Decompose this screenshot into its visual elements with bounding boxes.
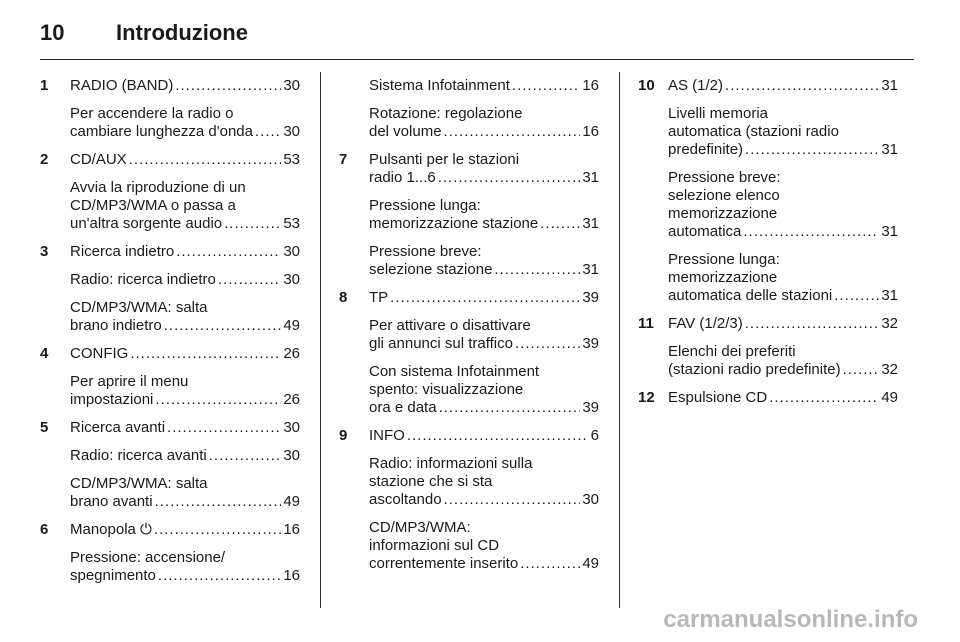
entry-body [369,197,599,233]
entry-line [70,215,300,233]
entry-body [668,343,898,379]
entry-text: memorizzazione [668,269,778,286]
entry-page-link[interactable]: 16 [582,123,599,140]
entry-body [668,77,898,95]
entry-text: RADIO (BAND) [70,77,174,94]
entry-line [70,123,300,141]
entry-page-link[interactable]: 49 [881,389,898,406]
entry-line [70,373,300,391]
index-entry [339,427,599,445]
dot-leader [175,77,281,95]
entry-number [638,169,668,241]
entry-number [638,251,668,305]
entry-number [638,105,668,159]
entry-line [668,141,898,159]
entry-body [369,289,599,307]
entry-body [668,105,898,159]
index-entry [339,519,599,573]
entry-text: del volume [369,123,442,140]
entry-page-link[interactable]: 31 [881,223,898,240]
dot-leader [164,317,282,335]
entry-line [70,567,300,585]
entry-line [369,555,599,573]
entry-text: (stazioni radio predefinite) [668,361,841,378]
entry-line [668,205,898,223]
entry-page-link[interactable]: 6 [590,427,599,444]
entry-number [339,519,369,573]
entry-text: correntemente inserito [369,555,519,572]
dot-leader [167,419,281,437]
dot-leader [224,215,281,233]
page-number: 10 [40,20,65,45]
entry-page-link[interactable]: 31 [582,215,599,232]
index-entry [40,345,300,363]
column-divider [619,72,620,608]
entry-number: 4 [40,345,49,362]
entry-text: informazioni sul CD [369,537,500,554]
index-entry [638,251,898,305]
index-entry [638,77,898,95]
entry-number: 3 [40,243,49,260]
entry-text: Elenchi dei preferiti [668,343,796,360]
entry-line [369,473,599,491]
index-entry [638,315,898,333]
entry-line [369,289,599,307]
entry-text: TP [369,289,389,306]
entry-text: Rotazione: regolazione [369,105,523,122]
dot-leader [745,141,879,159]
dot-leader [843,361,880,379]
index-entry [40,151,300,169]
entry-body [369,363,599,417]
entry-body [70,373,300,409]
entry-body [668,251,898,305]
entry-line [70,521,300,539]
entry-text: stazione che si sta [369,473,493,490]
entry-text: spegnimento [70,567,156,584]
entry-page-link[interactable]: 26 [283,345,300,362]
dot-leader [444,123,581,141]
dot-leader [745,315,880,333]
watermark: carmanualsonline.info [663,606,918,633]
entry-line [668,361,898,379]
dot-leader [540,215,580,233]
entry-number: 10 [638,77,655,94]
entry-number [40,271,70,289]
dot-leader [129,151,282,169]
entry-line [369,317,599,335]
entry-page-link[interactable]: 30 [283,123,300,140]
entry-text: FAV (1/2/3) [668,315,743,332]
entry-text: Pressione breve: [668,169,781,186]
index-entry [40,549,300,585]
dot-leader [158,567,281,585]
entry-text: INFO [369,427,405,444]
index-column-2 [339,77,599,583]
entry-page-link[interactable]: 26 [283,391,300,408]
entry-text: CONFIG [70,345,129,362]
entry-text: Per aprire il menu [70,373,189,390]
dot-leader [439,399,581,417]
entry-page-link[interactable]: 30 [283,271,300,288]
dot-leader [130,345,281,363]
entry-page-link[interactable]: 32 [881,361,898,378]
entry-text: ascoltando [369,491,442,508]
index-entry [40,77,300,95]
entry-body [369,455,599,509]
entry-line [369,169,599,187]
entry-line [369,151,599,169]
entry-text: CD/AUX [70,151,127,168]
entry-body [668,169,898,241]
entry-text: Manopola ⏻ [70,521,152,538]
entry-body [369,105,599,141]
dot-leader [218,271,281,289]
entry-line [70,447,300,465]
dot-leader [255,123,281,141]
index-entry [339,317,599,353]
entry-page-link[interactable]: 53 [283,215,300,232]
index-column-3 [638,77,898,417]
dot-leader [769,389,879,407]
entry-page-link[interactable]: 16 [582,77,599,94]
dot-leader [155,391,281,409]
entry-text: impostazioni [70,391,154,408]
entry-line [668,123,898,141]
entry-body [369,243,599,279]
entry-number [339,243,369,279]
entry-line [668,315,898,333]
index-entry [40,105,300,141]
entry-page-link[interactable]: 32 [881,315,898,332]
entry-text: Livelli memoria [668,105,769,122]
page-header [40,18,248,48]
entry-number [40,299,70,335]
entry-text: Per accendere la radio o [70,105,234,122]
entry-line [369,77,599,95]
entry-text: Pulsanti per le stazioni [369,151,520,168]
entry-body [70,299,300,335]
entry-number [339,317,369,353]
entry-line [369,105,599,123]
entry-text: Ricerca avanti [70,419,166,436]
index-entry [40,419,300,437]
entry-line [668,169,898,187]
entry-line [70,493,300,511]
index-entry [638,169,898,241]
entry-text: Pressione: accensione/ [70,549,226,566]
entry-line [369,537,599,555]
entry-text: CD/MP3/WMA: salta [70,475,208,492]
entry-line [668,389,898,407]
entry-line [369,335,599,353]
entry-line [70,345,300,363]
entry-line [70,197,300,215]
entry-page-link[interactable]: 39 [582,289,599,306]
header-rule [40,59,914,60]
entry-text: automatica delle stazioni [668,287,833,304]
entry-number [40,549,70,585]
dot-leader [834,287,879,305]
entry-body [70,345,300,363]
entry-body [70,179,300,233]
entry-body [70,447,300,465]
entry-line [70,391,300,409]
entry-text: CD/MP3/WMA o passa a [70,197,236,214]
entry-page-link[interactable]: 16 [283,521,300,538]
dot-leader [520,555,580,573]
entry-body [369,427,599,445]
entry-number: 12 [638,389,655,406]
index-entry [40,299,300,335]
entry-text: CD/MP3/WMA: salta [70,299,208,316]
entry-page-link[interactable]: 31 [881,77,898,94]
index-entry [40,475,300,511]
entry-text: Sistema Infotainment [369,77,510,94]
entry-text: Radio: informazioni sulla [369,455,533,472]
entry-number [40,475,70,511]
entry-number: 11 [638,315,654,332]
entry-number: 2 [40,151,49,168]
index-entry [638,105,898,159]
dot-leader [407,427,589,445]
entry-line [668,343,898,361]
entry-number [638,343,668,379]
entry-text: AS (1/2) [668,77,724,94]
entry-line [668,269,898,287]
entry-body [70,475,300,511]
entry-body [369,151,599,187]
entry-line [369,197,599,215]
dot-leader [438,169,581,187]
entry-text: Pressione lunga: [369,197,481,214]
index-entry [339,151,599,187]
entry-line [70,549,300,567]
entry-text: Con sistema Infotainment [369,363,540,380]
entry-line [369,243,599,261]
entry-number: 9 [339,427,348,444]
index-entry [339,289,599,307]
index-entry [339,243,599,279]
entry-number [40,179,70,233]
entry-page-link[interactable]: 30 [283,419,300,436]
index-entry [40,521,300,539]
entry-text: automatica [668,223,742,240]
index-entry [339,105,599,141]
entry-line [369,491,599,509]
index-entry [339,455,599,509]
entry-number [40,447,70,465]
dot-leader [154,521,281,539]
entry-body [70,419,300,437]
entry-page-link[interactable]: 49 [582,555,599,572]
entry-line [369,215,599,233]
entry-line [369,427,599,445]
index-entry [40,373,300,409]
index-entry [40,179,300,233]
entry-page-link[interactable]: 49 [283,317,300,334]
index-entry [638,389,898,407]
entry-body [668,389,898,407]
entry-text: Radio: ricerca indietro [70,271,216,288]
entry-line [70,271,300,289]
entry-page-link[interactable]: 31 [582,261,599,278]
entry-text: Pressione lunga: [668,251,780,268]
index-entry [339,77,599,95]
entry-line [369,123,599,141]
entry-page-link[interactable]: 30 [582,491,599,508]
dot-leader [494,261,580,279]
dot-leader [743,223,879,241]
index-entry [40,271,300,289]
entry-number [339,363,369,417]
entry-line [70,105,300,123]
dot-leader [444,491,581,509]
index-column-1 [40,77,300,595]
entry-number: 6 [40,521,49,538]
entry-line [668,251,898,269]
entry-text: radio 1...6 [369,169,436,186]
entry-line [70,475,300,493]
entry-line [369,363,599,381]
entry-number: 1 [40,77,49,94]
entry-line [668,77,898,95]
index-entry [638,343,898,379]
entry-text: selezione stazione [369,261,493,278]
entry-page-link[interactable]: 39 [582,399,599,416]
page-title: Introduzione [116,20,248,45]
dot-leader [515,335,580,353]
entry-text: Radio: ricerca avanti [70,447,207,464]
entry-text: brano avanti [70,493,153,510]
entry-number: 8 [339,289,348,306]
entry-page-link[interactable]: 30 [283,447,300,464]
entry-line [369,455,599,473]
dot-leader [155,493,282,511]
entry-page-link[interactable]: 31 [881,141,898,158]
entry-line [70,299,300,317]
index-entry [40,447,300,465]
entry-text: un'altra sorgente audio [70,215,223,232]
index-entry [339,363,599,417]
entry-body [668,315,898,333]
entry-line [668,105,898,123]
entry-number [40,105,70,141]
dot-leader [209,447,282,465]
entry-line [668,223,898,241]
dot-leader [512,77,580,95]
entry-text: selezione elenco [668,187,780,204]
entry-text: spento: visualizzazione [369,381,524,398]
entry-text: automatica (stazioni radio [668,123,839,140]
index-entry [40,243,300,261]
entry-number [339,455,369,509]
entry-line [369,399,599,417]
index-entry [339,197,599,233]
entry-page-link[interactable]: 16 [283,567,300,584]
entry-line [70,317,300,335]
entry-page-link[interactable]: 53 [283,151,300,168]
entry-body [70,105,300,141]
entry-body [70,271,300,289]
entry-body [369,519,599,573]
dot-leader [176,243,281,261]
entry-page-link[interactable]: 30 [283,243,300,260]
entry-number [339,77,369,95]
entry-text: gli annunci sul traffico [369,335,513,352]
dot-leader [390,289,580,307]
entry-line [70,151,300,169]
entry-line [70,77,300,95]
entry-page-link[interactable]: 30 [283,77,300,94]
entry-number [339,197,369,233]
entry-line [369,261,599,279]
entry-body [70,77,300,95]
entry-number: 7 [339,151,348,168]
entry-line [70,179,300,197]
entry-body [70,521,300,539]
entry-line [70,243,300,261]
entry-text: memorizzazione [668,205,778,222]
entry-line [668,187,898,205]
entry-text: brano indietro [70,317,162,334]
entry-text: Espulsione CD [668,389,768,406]
entry-body [369,77,599,95]
entry-text: CD/MP3/WMA: [369,519,471,536]
entry-line [369,519,599,537]
entry-text: cambiare lunghezza d'onda [70,123,253,140]
entry-body [70,151,300,169]
entry-text: ora e data [369,399,437,416]
column-divider [320,72,321,608]
entry-page-link[interactable]: 31 [582,169,599,186]
dot-leader [725,77,879,95]
entry-line [70,419,300,437]
entry-body [70,243,300,261]
entry-body [70,549,300,585]
entry-text: memorizzazione stazione [369,215,539,232]
entry-page-link[interactable]: 49 [283,493,300,510]
entry-text: Avvia la riproduzione di un [70,179,246,196]
entry-number [339,105,369,141]
entry-number: 5 [40,419,49,436]
entry-page-link[interactable]: 31 [881,287,898,304]
entry-text: Per attivare o disattivare [369,317,531,334]
entry-page-link[interactable]: 39 [582,335,599,352]
entry-text: Pressione breve: [369,243,482,260]
entry-body [369,317,599,353]
entry-line [369,381,599,399]
entry-text: Ricerca indietro [70,243,175,260]
entry-number [40,373,70,409]
entry-line [668,287,898,305]
entry-text: predefinite) [668,141,744,158]
